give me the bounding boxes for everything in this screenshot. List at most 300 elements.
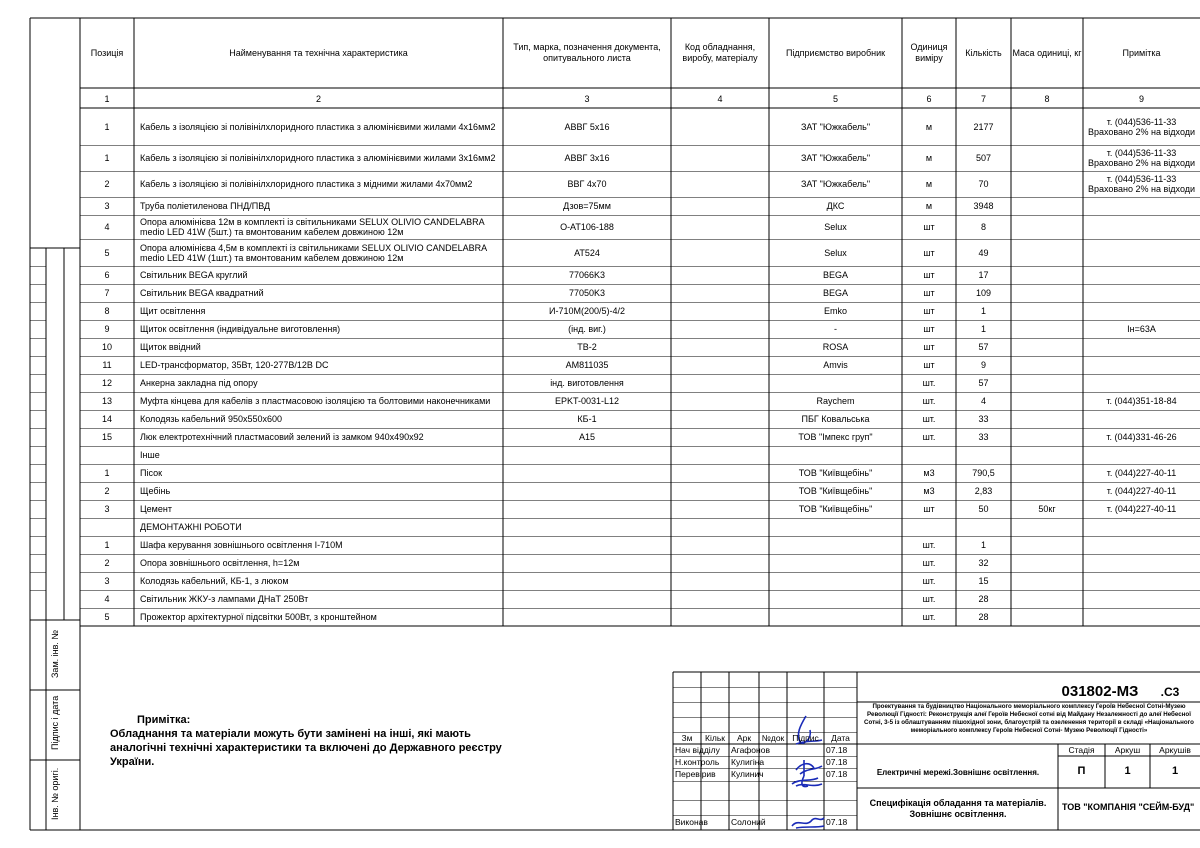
cell-type (504, 339, 670, 355)
cell-unit (903, 591, 955, 607)
cell-type (504, 285, 670, 301)
cell-text: 3 (104, 576, 110, 586)
cell-text: ПБГ Ковальська (801, 414, 870, 424)
cell-name (140, 609, 499, 625)
signature-icon (792, 776, 822, 787)
cell-text: шт (923, 270, 935, 280)
cell-text: EPKT-0031-L12 (554, 396, 620, 406)
cell-qty (957, 216, 1010, 238)
cell-text: ROSA (822, 342, 849, 352)
cell-text: шт. (922, 432, 936, 442)
cell-text: 4 (104, 222, 110, 232)
cell-text: AM811035 (565, 360, 609, 370)
cell-unit (903, 267, 955, 283)
cell-note (1084, 321, 1199, 337)
cell-qty (957, 483, 1010, 499)
cell-name (140, 465, 499, 481)
cell-maker (770, 483, 901, 499)
cell-text: шт. (922, 396, 936, 406)
cell-text: Анкерна закладна під опору (140, 378, 258, 388)
cell-text: 50 (978, 504, 989, 514)
cell-qty (957, 285, 1010, 301)
cell-text: Selux (824, 247, 847, 258)
cell-name (140, 357, 499, 373)
cell-text: Iн=63А (1127, 324, 1156, 334)
column-number: 3 (584, 93, 590, 104)
cell-qty (957, 573, 1010, 589)
cell-text: 15 (978, 576, 989, 586)
cell-text: 57 (978, 378, 989, 388)
cell-text: АВВГ 5х16 (564, 121, 610, 132)
cell-text: м (925, 153, 933, 163)
cell-unit (903, 483, 955, 499)
cell-qty (957, 609, 1010, 625)
tb-project: Проектування та будівництво Національного меморіального комплексу Героїв Небесної Сотні-Музею Революції Гідності: Реконструкція алеї Героїв Небесної сотні від Майдану Незалежності до алеї Небесної Сотні, 3-5 із облаштуванням пішохідної зони, благоустрій та озеленення території в складі «Національного меморіального комплексу Героїв Небесної Сотні- Музею Революції Гідності» (864, 703, 1194, 734)
cell-unit (903, 285, 955, 301)
cell-pos (81, 240, 133, 265)
cell-text: т. (044)536-11-33 Враховано 2% на відходи (1087, 174, 1196, 194)
cell-text: 1 (104, 153, 110, 163)
cell-text: 1 (104, 540, 110, 550)
cell-note (1084, 172, 1199, 196)
cell-text: ВВГ 4х70 (567, 179, 607, 189)
cell-text: A15 (578, 432, 595, 442)
cell-unit (903, 465, 955, 481)
cell-qty (957, 321, 1010, 337)
tb-sheet-suffix: .С3 (1160, 685, 1180, 699)
cell-text: Колодязь кабельний, КБ-1, з люком (140, 576, 289, 586)
cell-qty (957, 501, 1010, 517)
cell-text: шт. (922, 558, 936, 568)
cell-text: АВВГ 3х16 (564, 153, 610, 163)
tb-role: Нач відділу (675, 745, 720, 755)
cell-text: 57 (978, 342, 989, 352)
cell-text: 5 (104, 612, 110, 622)
cell-text: Прожектор архітектурної підсвітки 500Вт, з кронштейном (140, 612, 377, 622)
cell-text: ТВ-2 (577, 342, 597, 352)
cell-maker (770, 198, 901, 214)
cell-maker (770, 429, 901, 445)
margin-zam-inv: Зам. інв. № (50, 629, 60, 678)
cell-qty (957, 267, 1010, 283)
cell-text: шт (923, 306, 935, 316)
cell-text: Труба поліетиленова ПНД/ПВД (140, 201, 271, 211)
cell-name (140, 303, 499, 319)
tb-doc-title: Специфікація обладання та матеріалів. Зовнішнє освітлення. (869, 798, 1047, 819)
column-header: Маса одиниці, кг (1012, 47, 1082, 58)
cell-text: 4 (980, 396, 986, 406)
tb-date: 07.18 (826, 757, 848, 767)
cell-note (1084, 465, 1199, 481)
tb-label-pidpys: Підпис (792, 733, 819, 743)
cell-qty (957, 411, 1010, 427)
cell-text: шт (923, 288, 935, 298)
cell-text: 2 (104, 179, 110, 189)
cell-text: 17 (978, 270, 989, 280)
cell-name (140, 519, 499, 535)
cell-unit (903, 411, 955, 427)
cell-text: 3 (104, 504, 110, 514)
cell-pos (81, 393, 133, 409)
cell-type (504, 357, 670, 373)
cell-name (140, 483, 499, 499)
cell-note (1084, 393, 1199, 409)
tb-sheets-label: Аркушів (1159, 745, 1191, 755)
cell-text: м3 (923, 486, 935, 496)
cell-name (140, 501, 499, 517)
cell-qty (957, 357, 1010, 373)
note-text: Обладнання та матеріали можуть бути замінені на інші, які мають аналогічні технічні характеристики та включені до Державного реєстру України. (110, 728, 502, 768)
cell-text: 5 (104, 247, 110, 258)
cell-pos (81, 375, 133, 391)
cell-pos (81, 429, 133, 445)
cell-text: т. (044)351-18-84 (1106, 396, 1177, 406)
cell-type (504, 375, 670, 391)
cell-text: ЗАТ "Южкабель" (800, 179, 871, 189)
cell-unit (903, 609, 955, 625)
cell-text: шт (923, 222, 935, 232)
tb-date: 07.18 (826, 817, 848, 827)
cell-type (504, 198, 670, 214)
cell-mass (1012, 501, 1082, 517)
cell-text: 9 (104, 324, 110, 334)
cell-text: шт (923, 324, 935, 334)
cell-qty (957, 303, 1010, 319)
tb-name: Солоний (731, 817, 766, 827)
cell-text: шт (923, 247, 935, 258)
column-number: 7 (980, 93, 986, 104)
cell-name (140, 216, 499, 238)
tb-name: Кулинич (731, 769, 764, 779)
cell-pos (81, 303, 133, 319)
tb-label-ndok: №док (761, 733, 785, 743)
cell-text: 33 (978, 432, 989, 442)
cell-pos (81, 465, 133, 481)
tb-role: Виконав (675, 817, 708, 827)
cell-unit (903, 501, 955, 517)
cell-note (1084, 483, 1199, 499)
cell-text: 507 (975, 153, 992, 163)
cell-unit (903, 573, 955, 589)
cell-text: Raychem (816, 396, 855, 406)
cell-type (504, 411, 670, 427)
cell-text: м (925, 121, 933, 132)
cell-text: Щиток освітлення (індивідуальне виготовлення) (140, 324, 341, 334)
cell-maker (770, 321, 901, 337)
cell-text: інд. виготовлення (550, 378, 624, 388)
cell-text: шт (923, 504, 935, 514)
column-header: Тип, марка, позначення документа, опитувального листа (513, 42, 661, 63)
cell-unit (903, 321, 955, 337)
cell-unit (903, 555, 955, 571)
cell-maker (770, 339, 901, 355)
cell-qty (957, 429, 1010, 445)
cell-text: ДКС (826, 201, 845, 211)
cell-pos (81, 172, 133, 196)
cell-text: Щиток ввідний (140, 342, 201, 352)
cell-name (140, 267, 499, 283)
cell-type (504, 172, 670, 196)
cell-pos (81, 483, 133, 499)
tb-role: Перевірив (675, 769, 716, 779)
cell-maker (770, 393, 901, 409)
cell-pos (81, 198, 133, 214)
cell-type (504, 146, 670, 170)
cell-pos (81, 573, 133, 589)
margin-signature-date: Підпис і дата (50, 695, 60, 750)
cell-maker (770, 146, 901, 170)
cell-text: 77066K3 (568, 270, 606, 280)
cell-type (504, 109, 670, 144)
cell-pos (81, 321, 133, 337)
cell-pos (81, 146, 133, 170)
cell-text: Муфта кінцева для кабелів з пластмасовою ізоляцією та болтовими наконечниками (140, 396, 491, 406)
cell-text: Кабель з ізоляцією зі полівінілхлоридного пластика з алюмінієвими жилами 3х16мм2 (140, 153, 496, 163)
tb-stage: П (1077, 765, 1086, 777)
column-number: 4 (717, 93, 723, 104)
cell-maker (770, 357, 901, 373)
cell-text: Щебінь (140, 486, 171, 496)
cell-text: 10 (101, 342, 112, 352)
tb-date: 07.18 (826, 745, 848, 755)
cell-unit (903, 339, 955, 355)
tb-label-ark: Арк (736, 733, 752, 743)
column-header: Найменування та технічна характеристика (229, 47, 408, 58)
signature-icon (792, 818, 824, 828)
cell-text: Selux (824, 222, 847, 232)
cell-text: 11 (102, 360, 112, 370)
cell-text: 12 (101, 378, 112, 388)
cell-type (504, 321, 670, 337)
cell-text: Пісок (140, 468, 163, 478)
cell-text: BEGA (822, 288, 848, 298)
cell-pos (81, 591, 133, 607)
cell-text: т. (044)536-11-33 Враховано 2% на відходи (1087, 148, 1196, 168)
cell-maker (770, 109, 901, 144)
cell-qty (957, 465, 1010, 481)
cell-text: 1 (104, 121, 110, 132)
cell-qty (957, 393, 1010, 409)
cell-text: 13 (101, 396, 112, 406)
cell-qty (957, 375, 1010, 391)
cell-text: И-710М(200/5)-4/2 (548, 306, 625, 316)
cell-maker (770, 465, 901, 481)
cell-unit (903, 303, 955, 319)
cell-qty (957, 146, 1010, 170)
cell-text: 3 (104, 201, 110, 211)
cell-text: 4 (104, 594, 110, 604)
cell-text: 3948 (973, 201, 994, 211)
cell-type (504, 429, 670, 445)
tb-role: Н.контроль (675, 757, 720, 767)
cell-text: шт. (922, 576, 936, 586)
column-number: 2 (315, 93, 321, 104)
cell-text: м (925, 179, 933, 189)
cell-name (140, 429, 499, 445)
cell-type (504, 303, 670, 319)
cell-note (1084, 429, 1199, 445)
cell-text: Інше (140, 450, 160, 460)
cell-note (1084, 501, 1199, 517)
cell-maker (770, 172, 901, 196)
tb-label-zm: Зм (681, 733, 693, 743)
cell-maker (770, 303, 901, 319)
cell-text: Кабель з ізоляцією зі полівінілхлоридного пластика з мідними жилами 4х70мм2 (140, 179, 473, 189)
cell-text: LED-трансформатор, 35Вт, 120-277В/12В DC (140, 360, 329, 370)
cell-text: 2 (104, 486, 110, 496)
cell-text: шт. (922, 612, 936, 622)
cell-text: м3 (923, 468, 935, 478)
cell-text: Цемент (140, 504, 172, 514)
cell-text: Світильник BEGA квадратний (140, 288, 264, 298)
cell-name (140, 537, 499, 553)
cell-pos (81, 411, 133, 427)
cell-text: ТОВ "Київщебінь" (798, 504, 873, 514)
cell-name (140, 375, 499, 391)
column-header: Підприємство виробник (785, 47, 886, 58)
tb-sheet: 1 (1124, 765, 1131, 777)
cell-text: 790,5 (972, 468, 995, 478)
cell-unit (903, 216, 955, 238)
cell-text: Світильник ЖКУ-з лампами ДНаТ 250Вт (140, 594, 309, 604)
cell-text: ТОВ "Імпекс груп" (798, 432, 873, 442)
cell-type (504, 216, 670, 238)
cell-name (140, 146, 499, 170)
cell-text: 15 (101, 432, 112, 442)
cell-pos (81, 267, 133, 283)
cell-text: 1 (104, 468, 110, 478)
cell-text: Щит освітлення (140, 306, 206, 316)
column-number: 5 (832, 93, 838, 104)
note-title: Примітка: (137, 714, 191, 726)
cell-text: т. (044)536-11-33 Враховано 2% на відходи (1087, 116, 1196, 137)
cell-name (140, 321, 499, 337)
column-number: 9 (1138, 93, 1144, 104)
cell-text: 1 (980, 324, 986, 334)
column-header: Одиниця виміру (910, 42, 948, 63)
cell-unit (903, 375, 955, 391)
cell-text: Люк електротехнічний пластмасовий зелений із замком 940х490х92 (140, 432, 424, 442)
cell-unit (903, 172, 955, 196)
tb-date: 07.18 (826, 769, 848, 779)
cell-name (140, 447, 499, 463)
cell-text: КБ-1 (577, 414, 597, 424)
cell-text: 33 (978, 414, 989, 424)
margin-inv-original: Інв. № оригі. (50, 767, 60, 820)
cell-text: Кабель з ізоляцією зі полівінілхлоридного пластика з алюмінієвими жилами 4х16мм2 (140, 121, 496, 132)
cell-pos (81, 609, 133, 625)
cell-text: Колодязь кабельний 950х550х600 (140, 414, 283, 424)
cell-name (140, 339, 499, 355)
column-header: Кількість (965, 47, 1002, 58)
cell-text: 2 (104, 558, 110, 568)
cell-text: 9 (980, 360, 986, 370)
cell-name (140, 198, 499, 214)
cell-text: 109 (975, 288, 992, 298)
cell-pos (81, 339, 133, 355)
cell-maker (770, 267, 901, 283)
cell-name (140, 591, 499, 607)
column-header: Примітка (1122, 47, 1161, 58)
cell-text: 77050K3 (568, 288, 606, 298)
cell-text: шт. (922, 414, 936, 424)
cell-text: Шафа керування зовнішнього освітлення І-710М (140, 540, 343, 550)
cell-text: 50кг (1038, 504, 1056, 514)
cell-text: Emko (823, 306, 847, 316)
cell-qty (957, 198, 1010, 214)
cell-text: т. (044)331-46-26 (1106, 432, 1177, 442)
tb-section: Електричні мережі.Зовнішнє освітлення. (876, 767, 1040, 777)
cell-qty (957, 537, 1010, 553)
tb-label-kilk: Кільк (705, 733, 725, 743)
cell-text: Опора алюмінієва 12м в комплекті із світильниками SELUX OLIVIO CANDELABRA medio LED 41W (5шт.) та вмонтованим кабелем довжиною 12м (140, 217, 485, 237)
tb-stage-label: Стадія (1068, 745, 1095, 755)
cell-name (140, 240, 499, 265)
cell-text: Опора алюмінієва 4,5м в комплекті із світильниками SELUX OLIVIO CANDELABRA medio LED 41W (1шт.) та вмонтованим кабелем довжиною 12м (140, 242, 487, 263)
cell-text: шт (923, 360, 935, 370)
cell-text: Опора зовнішнього освітлення, h=12м (140, 558, 300, 568)
cell-pos (81, 501, 133, 517)
cell-text: 8 (980, 222, 986, 232)
cell-pos (81, 285, 133, 301)
cell-maker (770, 501, 901, 517)
cell-pos (81, 555, 133, 571)
cell-text: 32 (978, 558, 989, 568)
cell-text: 6 (104, 270, 110, 280)
cell-name (140, 411, 499, 427)
tb-label-data: Дата (831, 733, 850, 743)
cell-pos (81, 537, 133, 553)
cell-text: 8 (104, 306, 110, 316)
cell-text: 49 (978, 247, 989, 258)
cell-text: ТОВ "Київщебінь" (798, 468, 873, 478)
cell-unit (903, 537, 955, 553)
cell-note (1084, 109, 1199, 144)
cell-text: шт. (922, 594, 936, 604)
cell-text: 14 (101, 414, 112, 424)
cell-name (140, 555, 499, 571)
cell-text: т. (044)227-40-11 (1106, 468, 1177, 478)
cell-text: т. (044)227-40-11 (1106, 486, 1177, 496)
cell-name (140, 393, 499, 409)
column-header: Код обладнання, виробу, матеріалу (682, 42, 758, 63)
cell-unit (903, 240, 955, 265)
cell-name (140, 573, 499, 589)
cell-unit (903, 198, 955, 214)
cell-text: 70 (978, 179, 989, 189)
cell-text: - (834, 324, 837, 334)
cell-type (504, 267, 670, 283)
cell-text: 28 (978, 594, 989, 604)
cell-name (140, 172, 499, 196)
cell-text: 1 (980, 540, 986, 550)
cell-type (504, 240, 670, 265)
cell-qty (957, 555, 1010, 571)
cell-text: шт. (922, 540, 936, 550)
cell-qty (957, 339, 1010, 355)
cell-text: шт. (922, 378, 936, 388)
cell-unit (903, 429, 955, 445)
cell-text: BEGA (822, 270, 848, 280)
column-header: Позиція (90, 47, 124, 58)
cell-pos (81, 357, 133, 373)
tb-company: ТОВ "КОМПАНІЯ "СЕЙМ-БУД" (1062, 802, 1195, 812)
cell-unit (903, 393, 955, 409)
column-number: 6 (926, 93, 932, 104)
cell-qty (957, 240, 1010, 265)
cell-qty (957, 109, 1010, 144)
tb-doc-code: 031802-МЗ (1061, 683, 1139, 700)
